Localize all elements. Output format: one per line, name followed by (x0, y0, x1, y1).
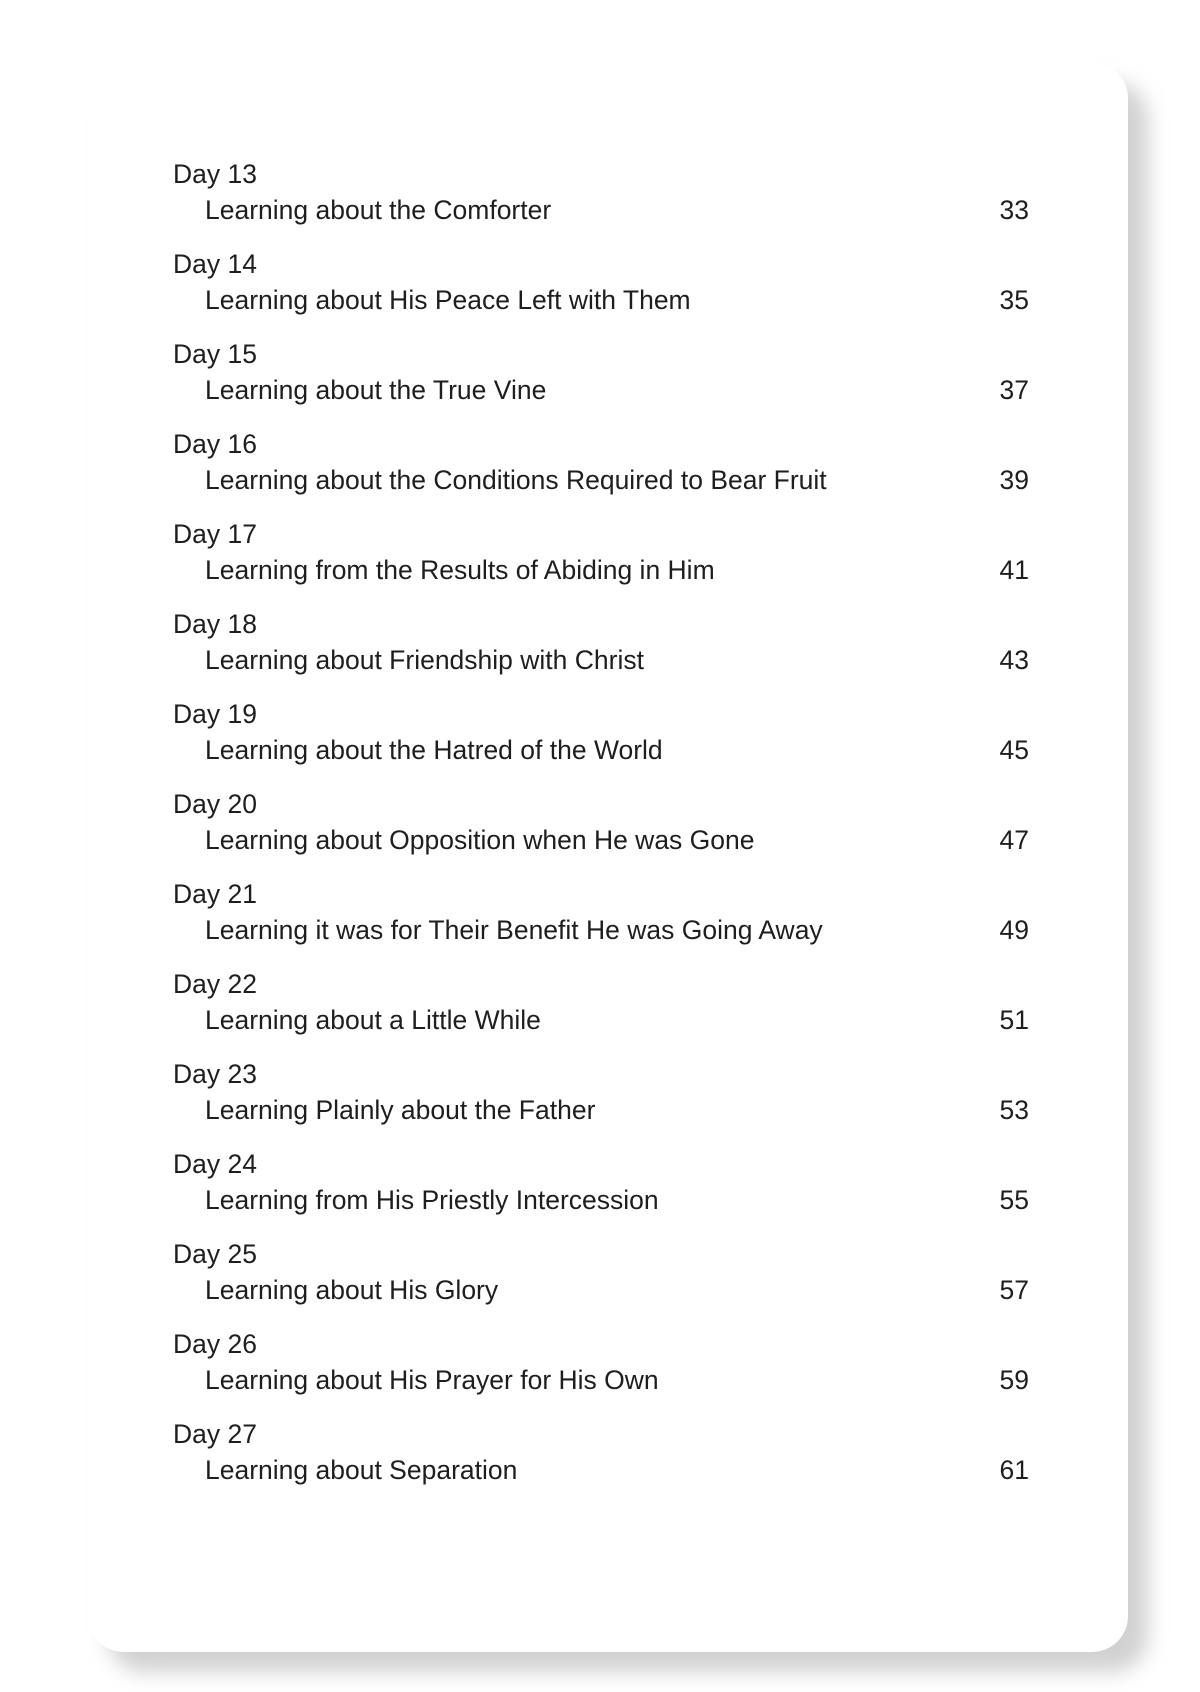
entry-title: Learning about His Peace Left with Them (205, 285, 691, 315)
table-of-contents (173, 158, 1033, 1508)
day-label: Day 22 (173, 969, 257, 999)
entry-title: Learning it was for Their Benefit He was Going Away (205, 915, 823, 945)
day-label: Day 27 (173, 1419, 257, 1449)
entry-title: Learning about a Little While (205, 1005, 541, 1035)
entry-title: Learning about the Comforter (205, 195, 552, 225)
toc-entry[interactable] (173, 698, 1033, 788)
entry-title: Learning about Opposition when He was Gone (205, 825, 755, 855)
page-number: 47 (999, 825, 1029, 855)
page-number: 43 (999, 645, 1029, 675)
toc-entry[interactable] (173, 1148, 1033, 1238)
day-label: Day 26 (173, 1329, 257, 1359)
page-number: 35 (999, 285, 1029, 315)
entry-title: Learning from His Priestly Intercession (205, 1185, 659, 1215)
toc-entry[interactable] (173, 1328, 1033, 1418)
day-label: Day 25 (173, 1239, 257, 1269)
page-number: 53 (999, 1095, 1029, 1125)
day-label: Day 21 (173, 879, 257, 909)
day-label: Day 17 (173, 519, 257, 549)
entry-title: Learning about the Hatred of the World (205, 735, 663, 765)
entry-title: Learning about the Conditions Required to Bear Fruit (205, 465, 827, 495)
day-label: Day 24 (173, 1149, 257, 1179)
toc-entry[interactable] (173, 878, 1033, 968)
page-number: 45 (999, 735, 1029, 765)
toc-entry[interactable] (173, 518, 1033, 608)
page-number: 61 (999, 1455, 1029, 1485)
entry-title: Learning about the True Vine (205, 375, 547, 405)
toc-entry[interactable] (173, 788, 1033, 878)
entry-title: Learning about His Prayer for His Own (205, 1365, 659, 1395)
page-number: 41 (999, 555, 1029, 585)
page-number: 49 (999, 915, 1029, 945)
entry-title: Learning about His Glory (205, 1275, 499, 1305)
day-label: Day 23 (173, 1059, 257, 1089)
toc-entry[interactable] (173, 428, 1033, 518)
toc-entry[interactable] (173, 968, 1033, 1058)
entry-title: Learning about Friendship with Christ (205, 645, 644, 675)
toc-entry[interactable] (173, 1238, 1033, 1328)
page-number: 57 (999, 1275, 1029, 1305)
toc-entry[interactable] (173, 608, 1033, 698)
page-number: 51 (999, 1005, 1029, 1035)
day-label: Day 13 (173, 159, 257, 189)
page-number: 37 (999, 375, 1029, 405)
entry-title: Learning from the Results of Abiding in Him (205, 555, 715, 585)
day-label: Day 18 (173, 609, 257, 639)
toc-entry[interactable] (173, 248, 1033, 338)
document-page (88, 62, 1128, 1652)
toc-entry[interactable] (173, 1058, 1033, 1148)
page-number: 39 (999, 465, 1029, 495)
day-label: Day 16 (173, 429, 257, 459)
day-label: Day 19 (173, 699, 257, 729)
toc-entry[interactable] (173, 338, 1033, 428)
entry-title: Learning Plainly about the Father (205, 1095, 596, 1125)
page-number: 33 (999, 195, 1029, 225)
toc-entry[interactable] (173, 1418, 1033, 1508)
page-number: 59 (999, 1365, 1029, 1395)
page-number: 55 (999, 1185, 1029, 1215)
day-label: Day 20 (173, 789, 257, 819)
toc-entry[interactable] (173, 158, 1033, 248)
entry-title: Learning about Separation (205, 1455, 518, 1485)
day-label: Day 14 (173, 249, 257, 279)
day-label: Day 15 (173, 339, 257, 369)
